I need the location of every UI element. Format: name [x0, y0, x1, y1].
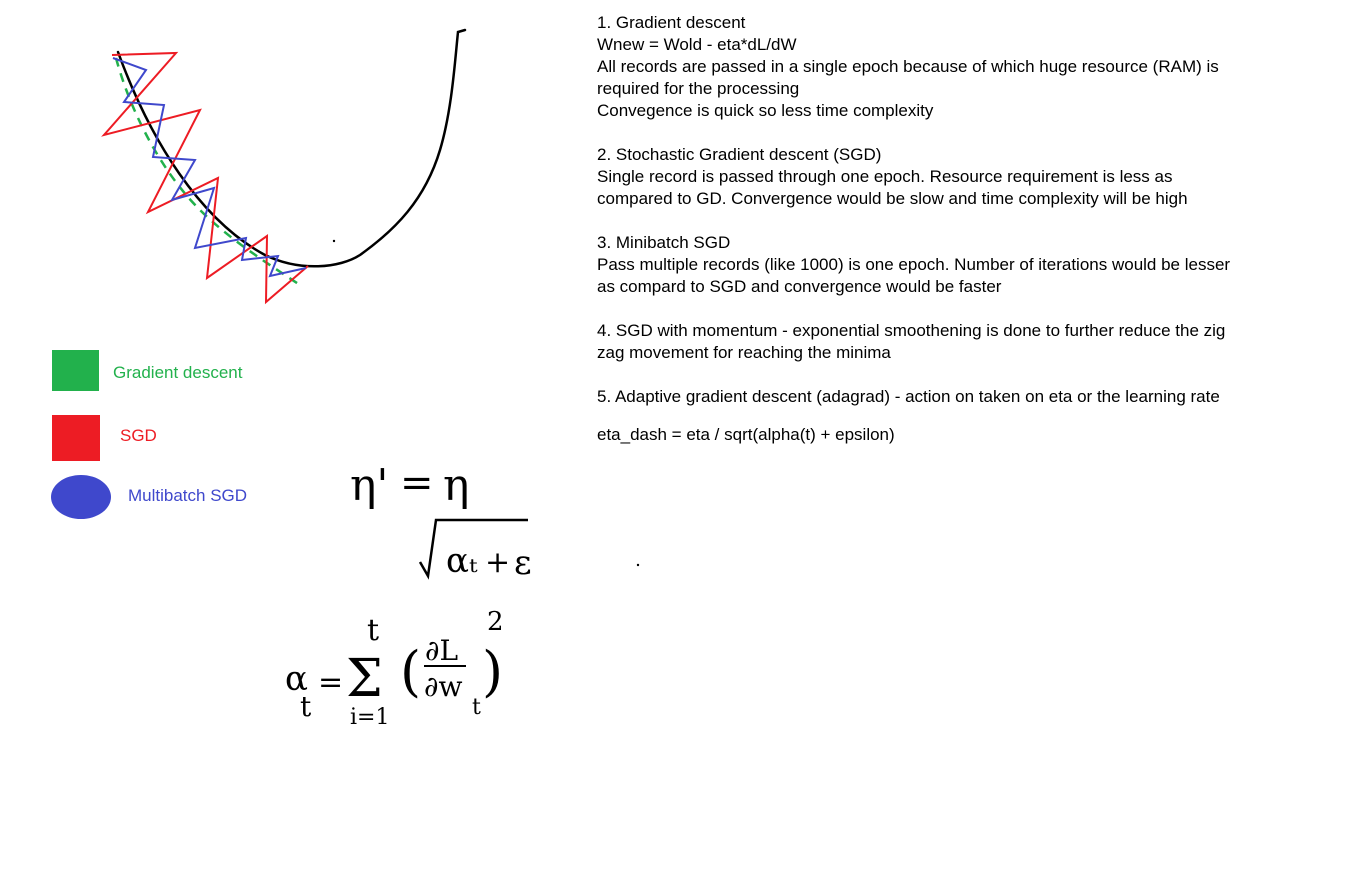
partial-w: ∂w: [424, 670, 463, 703]
legend-label-sgd: SGD: [120, 426, 157, 445]
note-heading: 3. Minibatch SGD: [597, 233, 731, 252]
notes-panel: [597, 12, 1237, 446]
equals-sign-2: =: [318, 665, 344, 700]
partial-L: ∂L: [425, 634, 459, 667]
sum-symbol: Σ: [346, 649, 383, 709]
eta-symbol: η: [443, 460, 470, 511]
note-line: Convegence is quick so less time complexity: [597, 101, 934, 120]
loss-curve: [118, 30, 465, 266]
note-line: Single record is passed through one epoch. Resource requirement is less as compared to GD. Convergence would be slow and time complexity will be high: [597, 167, 1188, 208]
sum-bottom-limit: i=1: [350, 705, 390, 730]
note-heading: 2. Stochastic Gradient descent (SGD): [597, 145, 882, 164]
alpha-t: αₜ: [446, 541, 478, 581]
note-line: Pass multiple records (like 1000) is one epoch. Number of iterations would be lesser as compard to SGD and convergence would be faster: [597, 255, 1231, 296]
legend-label-gd: Gradient descent: [113, 363, 243, 382]
sum-top-limit: t: [367, 613, 380, 648]
note-momentum: [597, 320, 1237, 364]
alpha-subscript-t: t: [300, 690, 312, 723]
paren-subscript-t: t: [472, 695, 481, 720]
exponent-2: 2: [487, 607, 504, 637]
gd-path: [116, 58, 300, 285]
close-paren: ): [482, 640, 504, 703]
note-heading: 1. Gradient descent: [597, 13, 746, 32]
legend-swatch-sgd: [52, 415, 100, 461]
stray-dot: [333, 240, 335, 242]
eta-dash-formula: eta_dash = eta / sqrt(alpha(t) + epsilon): [597, 425, 895, 444]
legend-swatch-gd: [52, 350, 99, 391]
note-line: Wnew = Wold - eta*dL/dW: [597, 35, 797, 54]
legend-label-mb: Multibatch SGD: [128, 486, 248, 505]
legend-swatch-mb: [51, 475, 111, 519]
handwritten-formula-eta: [350, 460, 532, 583]
note-line: All records are passed in a single epoch because of which huge resource (RAM) is required for the processing: [597, 57, 1219, 98]
note-adagrad: [597, 386, 1237, 408]
note-heading: 5. Adaptive gradient descent (adagrad) - action on taken on eta or the learning rate: [597, 387, 1220, 406]
open-paren: (: [400, 640, 422, 703]
equals-sign: =: [400, 460, 434, 506]
handwritten-formula-alpha: [285, 607, 504, 730]
note-heading: 4. SGD with momentum - exponential smoothening is done to further reduce the zig zag movement for reaching the minima: [597, 321, 1226, 362]
alpha-symbol: α: [285, 659, 308, 699]
note-sgd: [597, 144, 1237, 210]
stray-dot: [637, 564, 639, 566]
note-minibatch: [597, 232, 1237, 298]
plus-sign: +: [485, 545, 511, 580]
epsilon-symbol: ε: [514, 543, 532, 583]
note-gradient-descent: [597, 12, 1237, 122]
eta-dash-symbol: η': [350, 460, 389, 511]
